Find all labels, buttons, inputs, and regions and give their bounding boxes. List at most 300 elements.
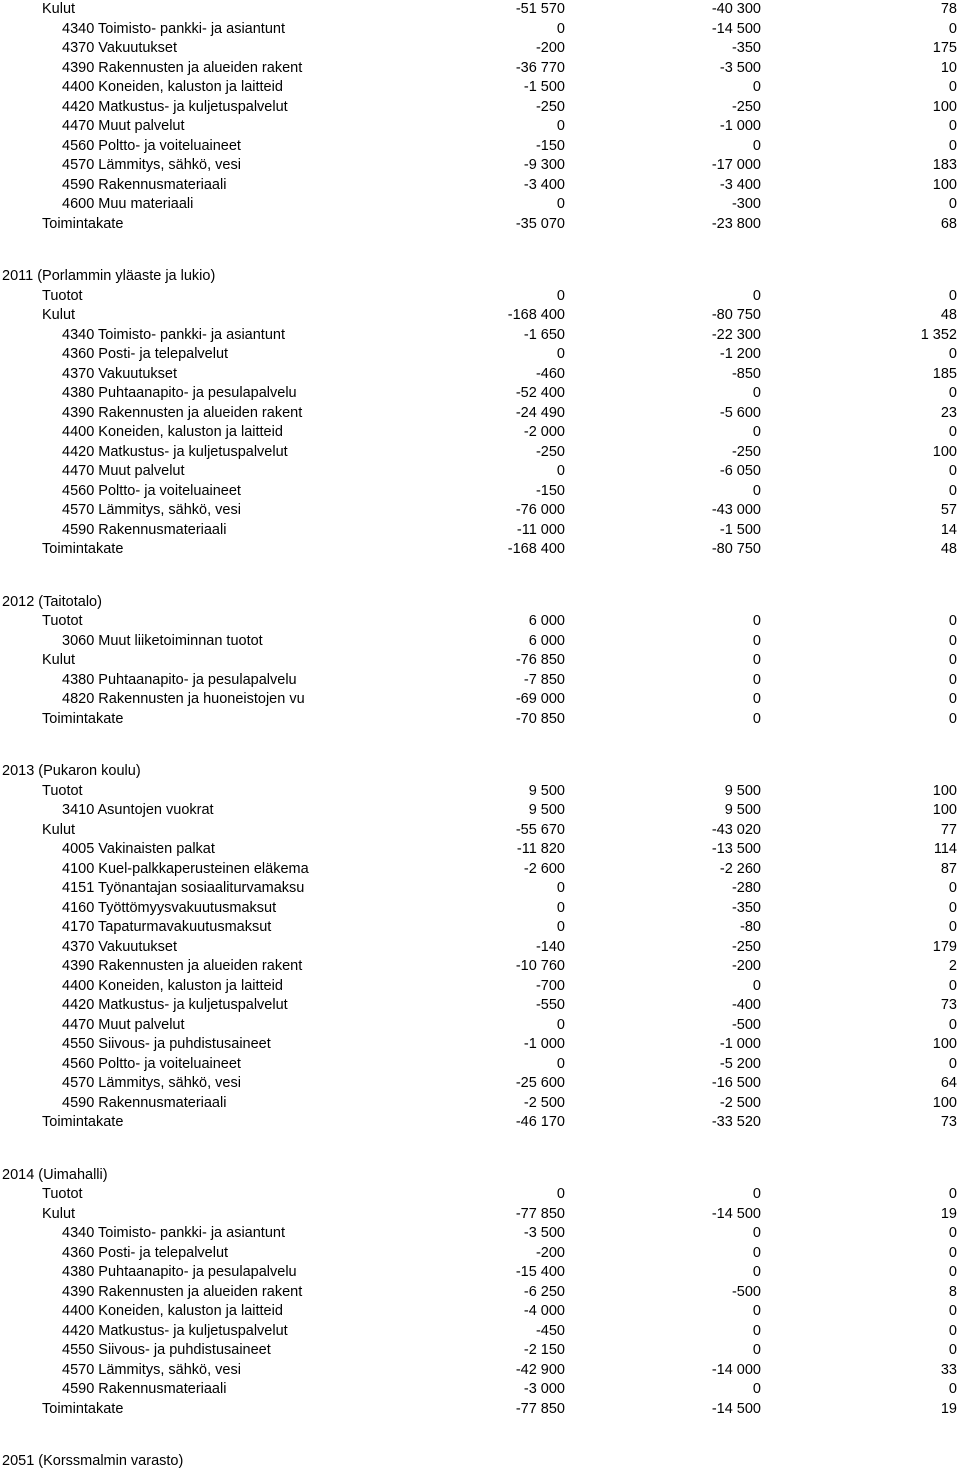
value-col-3: 0	[948, 1055, 957, 1072]
value-col-1: -3 500	[523, 1225, 565, 1241]
account-row	[0, 1322, 960, 1342]
value-col-1: 6 000	[528, 632, 565, 649]
account-row	[0, 59, 960, 79]
value-col-1: -700	[535, 977, 565, 994]
account-row	[0, 671, 960, 691]
value-col-1: 0	[556, 463, 565, 479]
value-col-1: -70 850	[515, 710, 565, 727]
group-row	[0, 287, 960, 307]
account-row	[0, 840, 960, 860]
group-label: Kulut	[42, 821, 76, 838]
value-col-2: -80 750	[711, 307, 761, 323]
account-label: 4400 Koneiden, kaluston ja laitteid	[62, 1303, 283, 1319]
account-row	[0, 996, 960, 1016]
value-col-1: -55 670	[515, 821, 565, 838]
value-col-1: 6 000	[528, 613, 565, 629]
account-row	[0, 39, 960, 59]
value-col-3: 1 352	[920, 326, 957, 343]
value-col-2: -1 200	[719, 346, 761, 362]
value-col-1: -2 150	[523, 1342, 565, 1358]
account-label: 4570 Lämmitys, sähkö, vesi	[62, 1075, 241, 1091]
value-col-2: -14 500	[711, 20, 761, 37]
value-col-1: 0	[556, 1186, 565, 1202]
value-col-2: -850	[731, 365, 761, 382]
account-row	[0, 501, 960, 521]
value-col-3: 0	[948, 1244, 957, 1261]
value-col-2: 0	[752, 385, 761, 401]
value-col-3: 0	[948, 1225, 957, 1241]
account-label: 4420 Matkustus- ja kuljetuspalvelut	[62, 1322, 288, 1339]
value-col-1: -250	[535, 443, 565, 460]
value-col-3: 100	[932, 1036, 957, 1052]
value-col-3: 0	[948, 671, 957, 688]
value-col-1: -150	[535, 137, 565, 154]
account-row	[0, 78, 960, 98]
value-col-2: -250	[731, 98, 761, 115]
value-col-2: -2 260	[719, 860, 761, 877]
section-heading-row	[0, 1166, 960, 1186]
value-col-3: 2	[948, 958, 957, 974]
value-col-2: -40 300	[711, 1, 761, 17]
account-label: 4005 Vakinaisten palkat	[62, 841, 215, 857]
value-col-2: -6 050	[719, 463, 761, 479]
value-col-2: 0	[752, 671, 761, 688]
account-label: 4380 Puhtaanapito- ja pesulapalvelu	[62, 385, 297, 401]
value-col-3: 0	[948, 1303, 957, 1319]
account-row	[0, 195, 960, 215]
account-row	[0, 365, 960, 385]
group-label: Kulut	[42, 1205, 76, 1222]
value-col-2: -3 400	[719, 176, 761, 193]
value-col-1: -2 600	[523, 860, 565, 877]
value-col-3: 0	[948, 710, 957, 727]
value-col-2: -80	[740, 919, 761, 935]
value-col-2: -33 520	[711, 1114, 761, 1130]
account-row	[0, 1380, 960, 1400]
value-col-2: -14 500	[711, 1400, 761, 1417]
value-col-2: -500	[731, 1283, 761, 1300]
value-col-2: -1 000	[719, 118, 761, 134]
value-col-2: -5 200	[719, 1055, 761, 1072]
value-col-3: 0	[948, 1322, 957, 1339]
value-col-2: 9 500	[724, 782, 761, 799]
value-col-3: 0	[948, 424, 957, 440]
account-row	[0, 384, 960, 404]
group-row	[0, 0, 960, 20]
account-label: 4370 Vakuutukset	[62, 938, 178, 955]
value-col-1: 0	[556, 880, 565, 896]
value-col-3: 179	[932, 938, 957, 955]
group-label: Tuotot	[42, 1186, 83, 1202]
value-col-2: 0	[752, 1342, 761, 1358]
value-col-3: 175	[932, 40, 957, 56]
value-col-3: 0	[948, 137, 957, 154]
value-col-3: 14	[940, 521, 957, 538]
account-label: 4570 Lämmitys, sähkö, vesi	[62, 1361, 241, 1378]
value-col-1: -51 570	[515, 1, 565, 17]
budget-section	[0, 729, 960, 1133]
account-row	[0, 977, 960, 997]
account-row	[0, 1224, 960, 1244]
value-col-1: -168 400	[507, 541, 565, 557]
account-label: 4400 Koneiden, kaluston ja laitteid	[62, 977, 283, 994]
account-label: 4160 Työttömyysvakuutusmaksut	[62, 899, 277, 916]
value-col-3: 78	[940, 1, 957, 17]
account-row	[0, 938, 960, 958]
account-label: 4370 Vakuutukset	[62, 40, 178, 56]
value-col-2: -500	[731, 1016, 761, 1033]
group-row	[0, 782, 960, 802]
value-col-3: 19	[940, 1400, 957, 1417]
value-col-1: -200	[535, 1244, 565, 1261]
section-spacer	[0, 1133, 960, 1166]
account-label: 4820 Rakennusten ja huoneistojen vu	[62, 691, 305, 707]
group-row	[0, 651, 960, 671]
value-col-1: 0	[556, 346, 565, 362]
value-col-2: -3 500	[719, 59, 761, 76]
value-col-2: -300	[731, 196, 761, 212]
account-row	[0, 156, 960, 176]
value-col-3: 19	[940, 1205, 957, 1222]
value-col-1: -3 000	[523, 1381, 565, 1397]
account-label: 4590 Rakennusmateriaali	[62, 1381, 227, 1397]
account-row	[0, 345, 960, 365]
value-col-2: -22 300	[711, 326, 761, 343]
group-row	[0, 1400, 960, 1420]
account-label: 4340 Toimisto- pankki- ja asiantunt	[62, 1225, 285, 1241]
account-label: 4560 Poltto- ja voiteluaineet	[62, 1055, 241, 1072]
value-col-1: -9 300	[523, 157, 565, 173]
section-heading: 2012 (Taitotalo)	[2, 593, 102, 610]
section-heading-row	[0, 267, 960, 287]
value-col-2: 0	[752, 652, 761, 668]
group-label: Toimintakate	[42, 1114, 124, 1130]
value-col-1: -150	[535, 482, 565, 499]
value-col-1: 0	[556, 1055, 565, 1072]
value-col-1: -46 170	[515, 1114, 565, 1130]
value-col-1: 0	[556, 287, 565, 304]
account-label: 4420 Matkustus- ja kuljetuspalvelut	[62, 98, 288, 115]
account-row	[0, 404, 960, 424]
value-col-3: 0	[948, 1016, 957, 1033]
account-row	[0, 482, 960, 502]
account-row	[0, 443, 960, 463]
group-label: Tuotot	[42, 782, 83, 799]
value-col-1: -35 070	[515, 215, 565, 232]
value-col-2: -250	[731, 938, 761, 955]
value-col-2: -200	[731, 958, 761, 974]
account-label: 4560 Poltto- ja voiteluaineet	[62, 137, 241, 154]
account-row	[0, 1244, 960, 1264]
value-col-3: 100	[932, 782, 957, 799]
account-label: 4380 Puhtaanapito- ja pesulapalvelu	[62, 1264, 297, 1280]
value-col-1: -11 000	[516, 521, 565, 538]
value-col-2: -16 500	[711, 1075, 761, 1091]
account-row	[0, 1035, 960, 1055]
value-col-3: 0	[948, 652, 957, 668]
value-col-2: -17 000	[711, 157, 761, 173]
value-col-3: 0	[948, 287, 957, 304]
section-spacer	[0, 560, 960, 593]
value-col-3: 8	[948, 1283, 957, 1300]
account-label: 3060 Muut liiketoiminnan tuotot	[62, 632, 263, 649]
budget-section	[0, 1133, 960, 1420]
account-label: 4590 Rakennusmateriaali	[62, 521, 227, 538]
account-label: 4420 Matkustus- ja kuljetuspalvelut	[62, 997, 288, 1013]
value-col-1: 0	[556, 196, 565, 212]
value-col-1: 0	[556, 899, 565, 916]
account-row	[0, 801, 960, 821]
value-col-1: -25 600	[515, 1075, 565, 1091]
section-heading: 2051 (Korssmalmin varasto)	[2, 1453, 184, 1469]
section-heading: 2011 (Porlammin yläaste ja lukio)	[2, 268, 216, 284]
account-row	[0, 423, 960, 443]
value-col-2: -400	[731, 997, 761, 1013]
value-col-3: 0	[948, 919, 957, 935]
value-col-1: -168 400	[507, 307, 565, 323]
group-label: Tuotot	[42, 287, 83, 304]
section-spacer	[0, 234, 960, 267]
value-col-3: 0	[948, 196, 957, 212]
value-col-2: -14 500	[711, 1205, 761, 1222]
value-col-3: 0	[948, 346, 957, 362]
value-col-3: 0	[948, 977, 957, 994]
value-col-1: 0	[556, 118, 565, 134]
value-col-1: -1 500	[523, 79, 565, 95]
value-col-3: 100	[932, 176, 957, 193]
value-col-3: 0	[948, 20, 957, 37]
budget-section	[0, 1419, 960, 1472]
group-row	[0, 540, 960, 560]
value-col-1: -24 490	[515, 404, 565, 421]
group-row	[0, 612, 960, 632]
value-col-1: -3 400	[523, 176, 565, 193]
group-label: Toimintakate	[42, 541, 124, 557]
account-row	[0, 879, 960, 899]
value-col-2: -43 000	[711, 502, 761, 518]
account-label: 4570 Lämmitys, sähkö, vesi	[62, 157, 241, 173]
group-label: Kulut	[42, 652, 76, 668]
value-col-1: 0	[556, 919, 565, 935]
value-col-2: -5 600	[719, 404, 761, 421]
account-row	[0, 1055, 960, 1075]
value-col-3: 33	[940, 1361, 957, 1378]
account-label: 4590 Rakennusmateriaali	[62, 176, 227, 193]
account-row	[0, 632, 960, 652]
value-col-2: 0	[752, 977, 761, 994]
account-label: 4370 Vakuutukset	[62, 365, 178, 382]
value-col-2: 0	[752, 1381, 761, 1397]
account-row	[0, 98, 960, 118]
value-col-2: 0	[752, 287, 761, 304]
account-row	[0, 462, 960, 482]
group-row	[0, 1113, 960, 1133]
value-col-3: 77	[940, 821, 957, 838]
account-row	[0, 860, 960, 880]
account-label: 4360 Posti- ja telepalvelut	[62, 346, 229, 362]
value-col-2: -1 000	[719, 1036, 761, 1052]
value-col-3: 0	[948, 1381, 957, 1397]
group-row	[0, 1205, 960, 1225]
account-label: 4470 Muut palvelut	[62, 118, 185, 134]
account-label: 4400 Koneiden, kaluston ja laitteid	[62, 424, 283, 440]
value-col-2: -14 000	[711, 1361, 761, 1378]
value-col-1: -15 400	[515, 1264, 565, 1280]
value-col-1: -77 850	[515, 1400, 565, 1417]
account-label: 4360 Posti- ja telepalvelut	[62, 1244, 229, 1261]
value-col-1: -76 850	[515, 652, 565, 668]
group-label: Tuotot	[42, 613, 83, 629]
value-col-1: -77 850	[515, 1205, 565, 1222]
account-row	[0, 690, 960, 710]
value-col-2: -1 500	[719, 521, 761, 538]
value-col-2: 0	[752, 1186, 761, 1202]
value-col-3: 73	[940, 997, 957, 1013]
group-row	[0, 821, 960, 841]
account-label: 4390 Rakennusten ja alueiden rakent	[62, 404, 303, 421]
account-row	[0, 137, 960, 157]
section-heading-row	[0, 593, 960, 613]
value-col-2: -2 500	[719, 1094, 761, 1111]
value-col-2: 0	[752, 1264, 761, 1280]
value-col-1: -550	[535, 997, 565, 1013]
account-label: 4590 Rakennusmateriaali	[62, 1094, 227, 1111]
value-col-2: 0	[752, 710, 761, 727]
account-row	[0, 957, 960, 977]
value-col-2: -43 020	[711, 821, 761, 838]
value-col-1: -200	[535, 40, 565, 56]
value-col-1: -2 500	[523, 1094, 565, 1111]
value-col-2: 0	[752, 613, 761, 629]
value-col-3: 100	[932, 443, 957, 460]
group-label: Kulut	[42, 1, 76, 17]
account-label: 4100 Kuel-palkkaperusteinen eläkema	[62, 860, 309, 877]
account-label: 4340 Toimisto- pankki- ja asiantunt	[62, 326, 285, 343]
group-row	[0, 710, 960, 730]
budget-section	[0, 560, 960, 730]
value-col-1: -76 000	[515, 502, 565, 518]
value-col-3: 0	[948, 691, 957, 707]
group-label: Toimintakate	[42, 215, 124, 232]
value-col-3: 64	[940, 1075, 957, 1091]
account-label: 4470 Muut palvelut	[62, 463, 185, 479]
value-col-2: 0	[752, 482, 761, 499]
group-label: Toimintakate	[42, 1400, 124, 1417]
account-row	[0, 1263, 960, 1283]
group-row	[0, 1185, 960, 1205]
value-col-3: 100	[932, 98, 957, 115]
value-col-1: 0	[556, 1016, 565, 1033]
account-label: 4560 Poltto- ja voiteluaineet	[62, 482, 241, 499]
account-row	[0, 1341, 960, 1361]
value-col-3: 0	[948, 899, 957, 916]
account-label: 4570 Lämmitys, sähkö, vesi	[62, 502, 241, 518]
value-col-3: 0	[948, 880, 957, 896]
account-label: 4170 Tapaturmavakuutusmaksut	[62, 919, 272, 935]
value-col-2: -280	[731, 880, 761, 896]
value-col-2: -80 750	[711, 541, 761, 557]
value-col-3: 10	[940, 59, 957, 76]
value-col-2: -23 800	[711, 215, 761, 232]
value-col-1: -42 900	[515, 1361, 565, 1378]
value-col-1: -1 650	[523, 326, 565, 343]
value-col-3: 183	[932, 157, 957, 173]
value-col-3: 100	[932, 802, 957, 818]
account-row	[0, 1094, 960, 1114]
value-col-1: 9 500	[528, 802, 565, 818]
value-col-2: 9 500	[724, 802, 761, 818]
value-col-2: -13 500	[711, 841, 761, 857]
value-col-3: 0	[948, 385, 957, 401]
value-col-3: 0	[948, 118, 957, 134]
value-col-3: 0	[948, 1186, 957, 1202]
account-label: 4390 Rakennusten ja alueiden rakent	[62, 59, 303, 76]
value-col-2: 0	[752, 691, 761, 707]
value-col-3: 100	[932, 1094, 957, 1111]
value-col-3: 0	[948, 613, 957, 629]
value-col-1: -460	[535, 365, 565, 382]
value-col-3: 0	[948, 482, 957, 499]
budget-section	[0, 0, 960, 234]
account-row	[0, 521, 960, 541]
account-label: 3410 Asuntojen vuokrat	[62, 802, 214, 818]
account-row	[0, 918, 960, 938]
section-spacer	[0, 729, 960, 762]
account-label: 4390 Rakennusten ja alueiden rakent	[62, 1283, 303, 1300]
value-col-3: 57	[940, 502, 957, 518]
value-col-2: 0	[752, 137, 761, 154]
value-col-1: -11 820	[516, 841, 565, 857]
value-col-2: -350	[731, 899, 761, 916]
group-row	[0, 215, 960, 235]
value-col-1: -10 760	[515, 958, 565, 974]
value-col-2: 0	[752, 632, 761, 649]
account-label: 4600 Muu materiaali	[62, 196, 194, 212]
value-col-2: 0	[752, 1244, 761, 1261]
value-col-3: 0	[948, 79, 957, 95]
account-row	[0, 1074, 960, 1094]
account-label: 4151 Työnantajan sosiaaliturvamaksu	[62, 880, 305, 896]
value-col-3: 0	[948, 1264, 957, 1280]
value-col-3: 114	[933, 841, 957, 857]
section-spacer	[0, 1419, 960, 1452]
value-col-3: 0	[948, 632, 957, 649]
account-label: 4390 Rakennusten ja alueiden rakent	[62, 958, 303, 974]
value-col-2: 0	[752, 79, 761, 95]
value-col-3: 48	[940, 541, 957, 557]
account-label: 4340 Toimisto- pankki- ja asiantunt	[62, 20, 285, 37]
section-heading: 2014 (Uimahalli)	[2, 1166, 108, 1183]
value-col-2: 0	[752, 1303, 761, 1319]
value-col-2: 0	[752, 424, 761, 440]
account-row	[0, 117, 960, 137]
value-col-3: 0	[948, 1342, 957, 1358]
value-col-2: -250	[731, 443, 761, 460]
value-col-1: -36 770	[515, 59, 565, 76]
value-col-1: -250	[535, 98, 565, 115]
value-col-3: 185	[932, 365, 957, 382]
account-row	[0, 1361, 960, 1381]
account-row	[0, 176, 960, 196]
account-label: 4470 Muut palvelut	[62, 1016, 185, 1033]
value-col-1: 9 500	[528, 782, 565, 799]
section-heading-row	[0, 762, 960, 782]
value-col-3: 48	[940, 307, 957, 323]
value-col-1: -69 000	[515, 691, 565, 707]
value-col-1: -2 000	[523, 424, 565, 440]
account-row	[0, 899, 960, 919]
group-row	[0, 306, 960, 326]
